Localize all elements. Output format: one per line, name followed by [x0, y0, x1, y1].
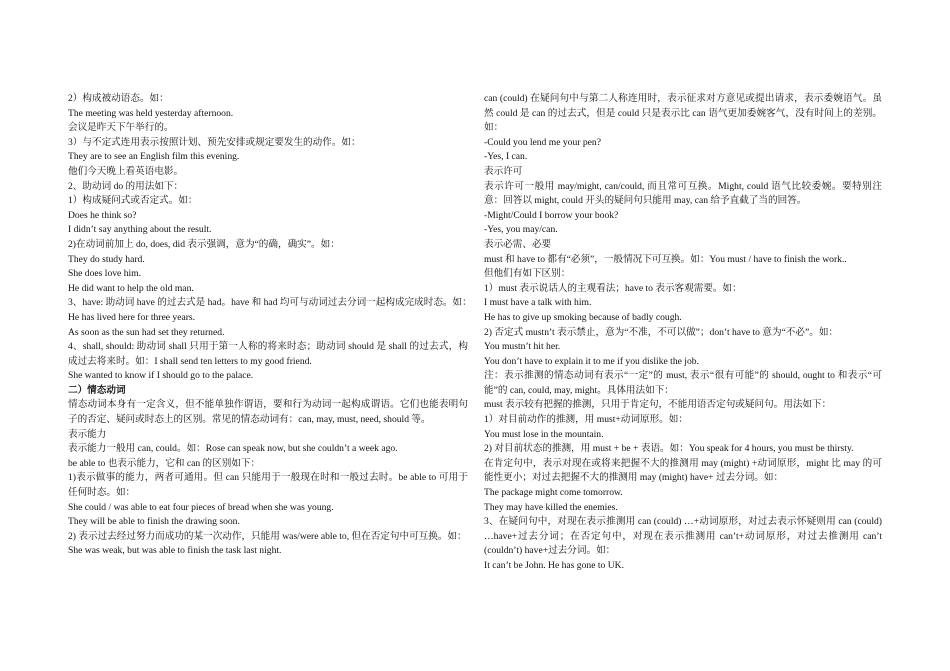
text-line: 注：表示推测的情态动词有表示“一定”的 must, 表示“很有可能”的 should, ought to 和表示“可能”的 can, could, may, might。具体用法如下： [484, 370, 882, 396]
text-line: Does he think so? [68, 209, 137, 221]
section-heading: 二）情态动词 [68, 384, 126, 396]
text-line: 表示必需、必要 [484, 238, 552, 250]
text-line: 2)在动词前加上 do, does, did 表示强调，意为“的确，确实”。如： [68, 238, 340, 250]
text-line: As soon as the sun had set they returned. [68, 326, 225, 338]
text-line: 他们今天晚上看英语电影。 [68, 165, 184, 177]
text-line: be able to 也表示能力，它和 can 的区别如下： [68, 457, 261, 469]
text-line: must 和 have to 都有“必须”，一般情况下可互换。如：You must / have to finish the work.. [484, 253, 847, 265]
right-text-column [484, 92, 882, 574]
text-line: 3）与不定式连用表示按照计划、预先安排或规定要发生的动作。如： [68, 136, 361, 148]
text-line: She does love him. [68, 268, 142, 280]
text-line: 但他们有如下区别： [484, 268, 571, 280]
text-line: I didn’t say anything about the result. [68, 224, 212, 236]
text-line: You must lose in the mountain. [484, 428, 604, 440]
text-line: 表示许可 [484, 165, 523, 177]
text-line: You mustn’t hit her. [484, 341, 561, 353]
text-line: 会议是昨天下午举行的。 [68, 122, 174, 134]
text-line: 2) 表示过去经过努力而成功的某一次动作，只能用 was/were able to, 但在否定句中可互换。如： [68, 530, 467, 542]
text-line: 1）must 表示说话人的主观看法；have to 表示客观需要。如： [484, 282, 742, 294]
text-line: 1）构成疑问式或否定式。如： [68, 195, 198, 207]
text-line: 在肯定句中，表示对现在或将来把握不大的推测用 may (might) +动词原形，might 比 may 的可能性更小；对过去把握不大的推测用 may (might) have+ 过去分词。如： [484, 457, 882, 484]
text-line: 1)表示做事的能力，两者可通用。但 can 只能用于一般现在时和一般过去时。be able to 可用于任何时态。如： [68, 472, 468, 499]
text-line: The package might come tomorrow. [484, 487, 623, 499]
text-line: 2) 否定式 mustn’t 表示禁止，意为“不准，不可以做”；don’t have to 意为“不必”。如： [484, 326, 839, 338]
text-line: 2）构成被动语态。如： [68, 93, 169, 104]
text-line: 表示能力一般用 can, could。如：Rose can speak now, but she couldn’t a week ago. [68, 443, 398, 455]
text-line: You don’t have to explain it to me if you dislike the job. [484, 355, 699, 367]
text-line: -Yes, I can. [484, 151, 528, 163]
text-line: -Could you lend me your pen? [484, 136, 601, 148]
text-line: must 表示较有把握的推测，只用于肯定句，不能用语否定句或疑问句。用法如下： [484, 399, 832, 411]
text-line: They are to see an English film this evening. [68, 151, 240, 163]
text-line: 情态动词本身有一定含义，但不能单独作谓语，要和行为动词一起构成谓语。它们也能表明句子的否定、疑问或时态上的区别。常见的情态动词有：can, may, must, need, should 等。 [68, 399, 468, 426]
text-line: She could / was able to eat four pieces of bread when she was young. [68, 501, 334, 513]
text-line: He did want to help the old man. [68, 282, 194, 294]
text-line: 3、在疑问句中，对现在表示推测用 can (could) …+动词原形，对过去表示怀疑则用 can (could) …have+过去分词；在否定句中，对现在表示推测用 can’t+动词原形，对过去推测用 can’t (couldn’t) have+过去分词。如： [484, 516, 882, 557]
text-line: It can’t be John. He has gone to UK. [484, 560, 624, 571]
text-line: They will be able to finish the drawing soon. [68, 516, 240, 528]
text-line: 4、shall, should: 助动词 shall 只用于第一人称的将来时态；助动词 should 是 shall 的过去式，构成过去将来时。如：I shall send ten letters to my good friend. [68, 341, 468, 367]
text-line: He has lived here for three years. [68, 311, 196, 323]
text-line: can (could) 在疑问句中与第二人称连用时，表示征求对方意见或提出请求，表示委婉语气。虽然 could 是 can 的过去式，但是 could 只是表示比 can 语气更加委婉客气，没有时间上的差别。如： [484, 93, 882, 134]
text-line: She wanted to know if I should go to the palace. [68, 370, 254, 382]
text-line: 2) 对目前状态的推测，用 must + be + 表语。如：You speak for 4 hours, you must be thirsty. [484, 443, 854, 455]
text-line: 3、have: 助动词 have 的过去式是 had。have 和 had 均可与动词过去分词一起构成完成时态。如： [68, 297, 472, 309]
text-line: They do study hard. [68, 253, 145, 265]
text-line: -Yes, you may/can. [484, 224, 558, 236]
text-line: I must have a talk with him. [484, 297, 592, 309]
text-line: 表示许可一般用 may/might, can/could, 而且常可互换。Might, could 语气比较委婉。要特别注意：回答以 might, could 开头的疑问句只能用 may, can 给予直截了当的回答。 [484, 180, 882, 207]
text-line: 表示能力 [68, 428, 107, 440]
text-line: He has to give up smoking because of badly cough. [484, 311, 682, 323]
text-line: 2、助动词 do 的用法如下： [68, 180, 184, 192]
text-line: 1）对目前动作的推测，用 must+动词原形。如： [484, 414, 688, 426]
text-line: They may have killed the enemies. [484, 501, 618, 513]
text-line: -Might/Could I borrow your book? [484, 209, 619, 221]
text-line: She was weak, but was able to finish the task last night. [68, 545, 282, 557]
text-line: The meeting was held yesterday afternoon. [68, 107, 234, 119]
left-text-column [68, 92, 472, 559]
